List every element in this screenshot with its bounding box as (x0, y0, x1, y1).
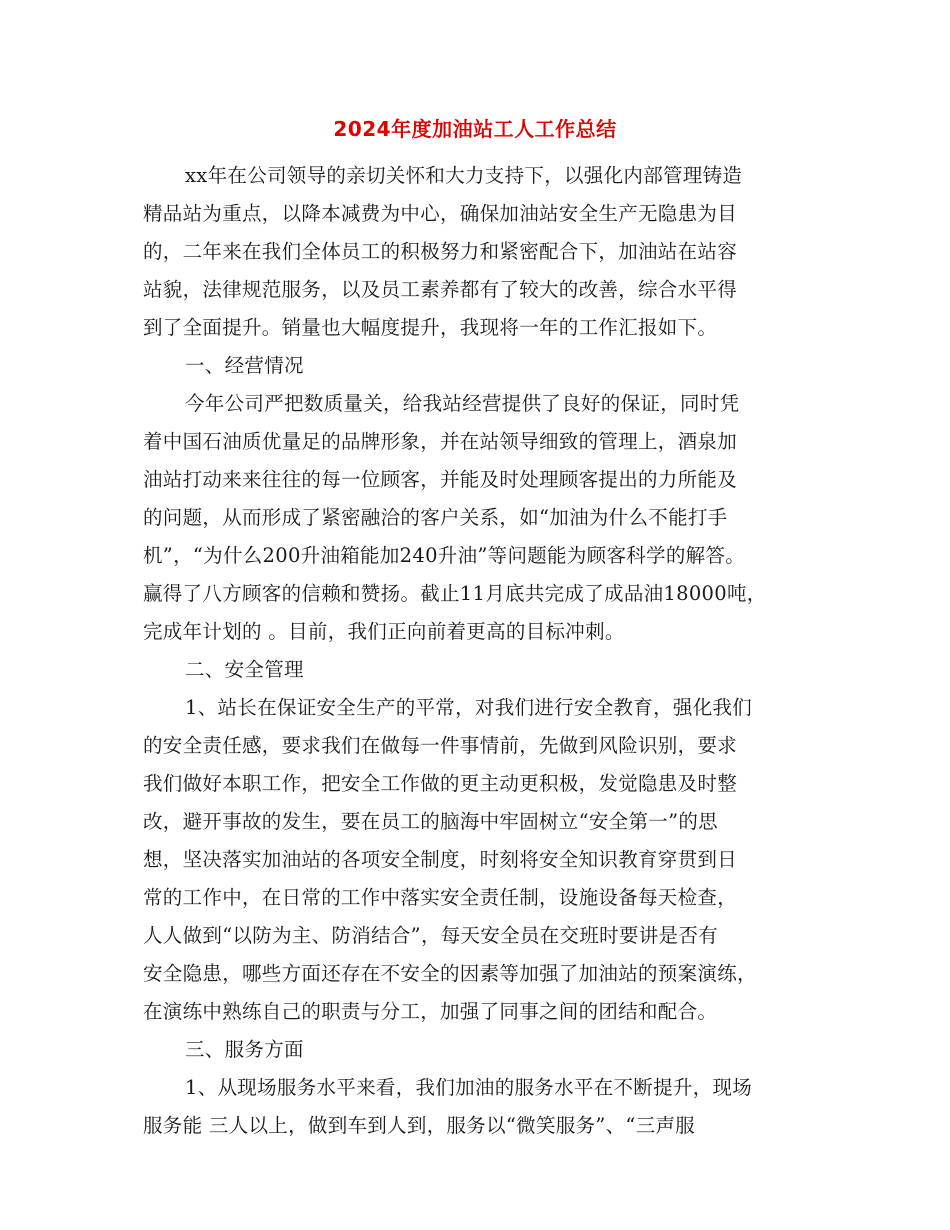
paragraph-line: 赢得了八方顾客的信赖和赞扬。截止11月底共完成了成品油18000吨， (143, 582, 767, 605)
paragraph-line: 我们做好本职工作，把安全工作做的更主动更积极，发觉隐患及时整 (143, 772, 738, 795)
document-title: 2024年度加油站工人工作总结 (333, 117, 617, 141)
document-body (143, 157, 823, 1145)
paragraph-line: 改，避开事故的发生，要在员工的脑海中牢固树立“安全第一”的思 (143, 810, 718, 833)
paragraph-line: 油站打动来来往往的每一位顾客，并能及时处理顾客提出的力所能及 (143, 468, 738, 491)
paragraph-line: 1、站长在保证安全生产的平常，对我们进行安全教育，强化我们 (185, 696, 753, 719)
paragraph-line: 精品站为重点，以降本减费为中心，确保加油站安全生产无隐患为目 (143, 202, 738, 225)
paragraph-line: 今年公司严把数质量关，给我站经营提供了良好的保证，同时凭 (185, 392, 740, 415)
section-heading: 三、服务方面 (185, 1038, 304, 1061)
paragraph-line: 人人做到“以防为主、防消结合”，每天安全员在交班时要讲是否有 (143, 924, 718, 947)
paragraph-line: 机”，“为什么200升油箱能加240升油”等问题能为顾客科学的解答。 (143, 544, 746, 567)
paragraph-line: 常的工作中，在日常的工作中落实安全责任制，设施设备每天检查， (143, 886, 738, 909)
paragraph-line: 想，坚决落实加油站的各项安全制度，时刻将安全知识教育穿贯到日 (143, 848, 738, 871)
paragraph-line: 安全隐患，哪些方面还存在不安全的因素等加强了加油站的预案演练， (143, 962, 757, 985)
paragraph-line: 在演练中熟练自己的职责与分工，加强了同事之间的团结和配合。 (143, 1000, 718, 1023)
paragraph-line: 到了全面提升。销量也大幅度提升，我现将一年的工作汇报如下。 (143, 316, 718, 339)
paragraph-line: 的问题，从而形成了紧密融洽的客户关系，如“加油为什么不能打手 (143, 506, 728, 529)
paragraph-line: 服务能 三人以上，做到车到人到，服务以“微笑服务”、“三声服 (143, 1114, 696, 1137)
paragraph-line: 的安全责任感，要求我们在做每一件事情前，先做到风险识别，要求 (143, 734, 738, 757)
paragraph-line: 1、从现场服务水平来看，我们加油的服务水平在不断提升，现场 (185, 1076, 753, 1099)
paragraph-line: xx年在公司领导的亲切关怀和大力支持下，以强化内部管理铸造 (185, 164, 743, 187)
paragraph-line: 着中国石油质优量足的品牌形象，并在站领导细致的管理上，酒泉加 (143, 430, 738, 453)
section-heading: 一、经营情况 (185, 354, 304, 377)
section-heading: 二、安全管理 (185, 658, 304, 681)
paragraph-line: 的，二年来在我们全体员工的积极努力和紧密配合下，加油站在站容 (143, 240, 738, 263)
paragraph-line: 站貌，法律规范服务，以及员工素养都有了较大的改善，综合水平得 (143, 278, 738, 301)
paragraph-line: 完成年计划的 。目前，我们正向前着更高的目标冲刺。 (143, 620, 625, 643)
